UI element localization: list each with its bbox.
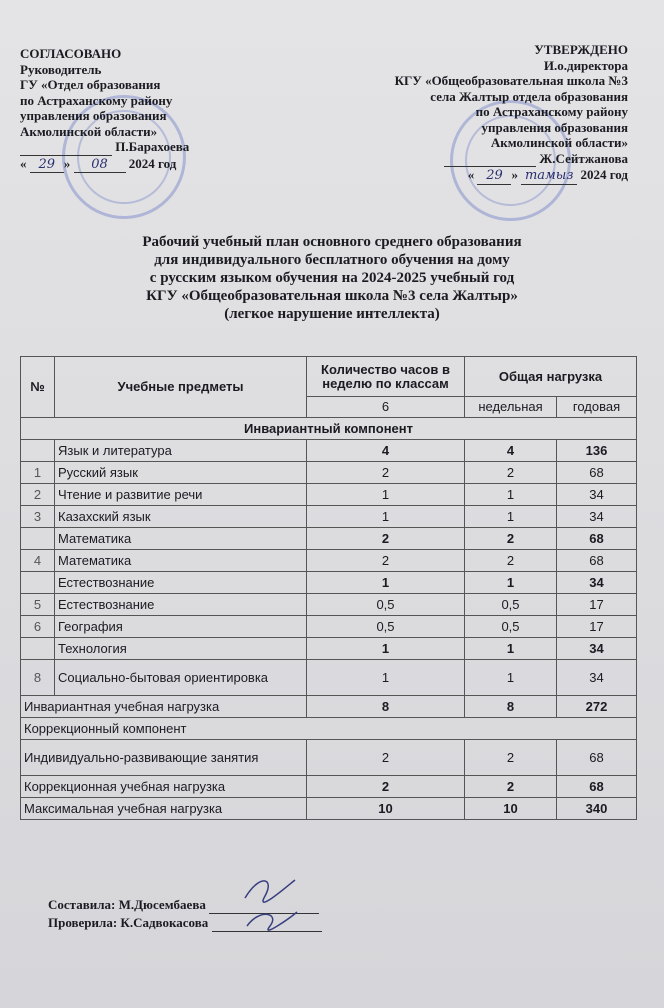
row-grade6: 1 [307,660,465,696]
date-month: 08 [74,157,126,174]
row-yearly: 34 [557,506,637,528]
section-row [21,418,637,440]
row-grade6: 0,5 [307,594,465,616]
row-weekly: 1 [465,506,557,528]
approval-line: И.о.директора [543,57,628,73]
section-row [21,718,637,740]
subject-row [21,660,637,696]
subject-row [21,594,637,616]
row-yearly: 272 [557,696,637,718]
document-title [0,233,664,323]
row-number [21,572,55,594]
header-no: № [21,357,55,418]
row-name: Русский язык [55,462,307,484]
curriculum-table [20,356,637,820]
subject-row [21,616,637,638]
approval-line: УТВЕРЖДЕНО [534,42,628,57]
subject-row [21,484,637,506]
row-yearly: 34 [557,638,637,660]
row-yearly: 68 [557,462,637,484]
title-line: для индивидуального бесплатного обучения на дому [154,252,510,268]
row-yearly: 68 [557,740,637,776]
header-grade: 6 [307,397,465,418]
approval-line: села Жалтыр отдела образования [430,88,628,104]
title-line: с русским языком обучения на 2024-2025 учебный год [149,270,515,286]
compiled-label: Составила: [48,897,116,912]
row-weekly: 1 [465,484,557,506]
section-correction: Коррекционный компонент [21,718,637,740]
row-name: Максимальная учебная нагрузка [21,798,307,820]
row-grade6: 8 [307,696,465,718]
row-name: Социально-бытовая ориентировка [55,660,307,696]
section-invariant: Инвариантный компонент [21,418,637,440]
approval-line: по Астраханскому району [20,92,173,108]
date-day: 29 [477,168,511,185]
title-line: КГУ «Общеобразовательная школа №3 села Жалтыр» [146,288,518,304]
approval-block-left [20,46,245,173]
signer-name: П.Барахоева [115,139,190,154]
max-total-row [21,798,637,820]
row-yearly: 17 [557,616,637,638]
title-line: (легкое нарушение интеллекта) [224,306,440,322]
approval-line: по Астраханскому району [475,104,628,119]
row-grade6: 2 [307,528,465,550]
row-number: 2 [21,484,55,506]
row-grade6: 1 [307,572,465,594]
date-month: тамыз [521,168,577,185]
row-name: Технология [55,638,307,660]
signer-name: Ж.Сейтжанова [539,150,628,166]
signature-line [20,139,245,156]
date-open-quote: « [20,155,27,171]
checked-label: Проверила: [48,915,118,930]
row-name: Математика [55,528,307,550]
row-weekly: 2 [465,776,557,798]
header-weekly: недельная [465,397,557,418]
row-grade6: 1 [307,638,465,660]
date-close-quote: » [511,167,518,182]
row-weekly: 1 [465,572,557,594]
row-yearly: 68 [557,776,637,798]
row-grade6: 1 [307,484,465,506]
date-line [328,167,628,185]
row-grade6: 2 [307,776,465,798]
row-weekly: 2 [465,550,557,572]
subject-row [21,528,637,550]
approval-line: Акмолинской области» [20,123,158,139]
checked-name: К.Садвокасова [120,915,209,930]
row-weekly: 2 [465,740,557,776]
row-number: 4 [21,550,55,572]
row-yearly: 340 [557,798,637,820]
row-yearly: 136 [557,440,637,462]
row-number: 3 [21,506,55,528]
row-weekly: 10 [465,798,557,820]
row-number: 5 [21,594,55,616]
row-number: 6 [21,616,55,638]
compiled-name: М.Дюсембаева [118,897,206,912]
approval-line: ГУ «Отдел образования [20,77,161,92]
row-weekly: 0,5 [465,594,557,616]
row-weekly: 4 [465,440,557,462]
row-grade6: 2 [307,462,465,484]
subject-row [21,638,637,660]
approval-block-right [328,42,628,185]
row-name: Индивидуально-развивающие занятия [21,740,307,776]
approval-line: Руководитель [20,61,102,77]
subject-row [21,462,637,484]
subject-row [21,506,637,528]
date-day: 29 [30,157,64,174]
signature-line [328,151,628,168]
row-name: Чтение и развитие речи [55,484,307,506]
row-weekly: 1 [465,638,557,660]
approval-line: КГУ «Общеобразовательная школа №3 [394,73,628,88]
row-name: Естествознание [55,572,307,594]
row-yearly: 68 [557,550,637,572]
signature-scribble-icon [235,868,305,938]
header-hours-per-week: Количество часов в неделю по классам [307,357,465,397]
approval-line: Акмолинской области» [490,135,628,150]
correction-total-row [21,776,637,798]
header-total-load: Общая нагрузка [465,357,637,397]
row-number [21,440,55,462]
row-name: Язык и литература [55,440,307,462]
date-close-quote: » [63,155,71,171]
signature-blank [20,139,112,156]
row-name: Инвариантная учебная нагрузка [21,696,307,718]
header-yearly: годовая [557,397,637,418]
row-yearly: 17 [557,594,637,616]
row-weekly: 2 [465,462,557,484]
row-weekly: 0,5 [465,616,557,638]
approval-line: управления образования [20,108,167,123]
table-header-row [21,357,637,397]
correction-row [21,740,637,776]
date-year: 2024 год [128,155,177,171]
subject-rows [21,440,637,696]
title-line: Рабочий учебный план основного среднего образования [142,234,522,250]
row-yearly: 34 [557,572,637,594]
invariant-total-row [21,696,637,718]
subject-row [21,550,637,572]
row-number [21,638,55,660]
row-grade6: 2 [307,550,465,572]
row-name: Естествознание [55,594,307,616]
row-name: Казахский язык [55,506,307,528]
row-weekly: 8 [465,696,557,718]
row-grade6: 1 [307,506,465,528]
row-weekly: 2 [465,528,557,550]
row-name: Коррекционная учебная нагрузка [21,776,307,798]
subject-row [21,440,637,462]
row-name: Математика [55,550,307,572]
row-number: 1 [21,462,55,484]
approval-line: управления образования [481,119,628,135]
row-grade6: 0,5 [307,616,465,638]
row-grade6: 4 [307,440,465,462]
row-yearly: 68 [557,528,637,550]
row-number: 8 [21,660,55,696]
approval-line: СОГЛАСОВАНО [20,46,122,61]
row-name: География [55,616,307,638]
signature-blank [444,151,536,168]
row-grade6: 2 [307,740,465,776]
row-grade6: 10 [307,798,465,820]
date-line [20,156,245,174]
row-yearly: 34 [557,484,637,506]
header-subjects: Учебные предметы [55,357,307,418]
row-yearly: 34 [557,660,637,696]
date-open-quote: « [467,167,475,182]
subject-row [21,572,637,594]
row-number [21,528,55,550]
row-weekly: 1 [465,660,557,696]
date-year: 2024 год [580,167,628,182]
